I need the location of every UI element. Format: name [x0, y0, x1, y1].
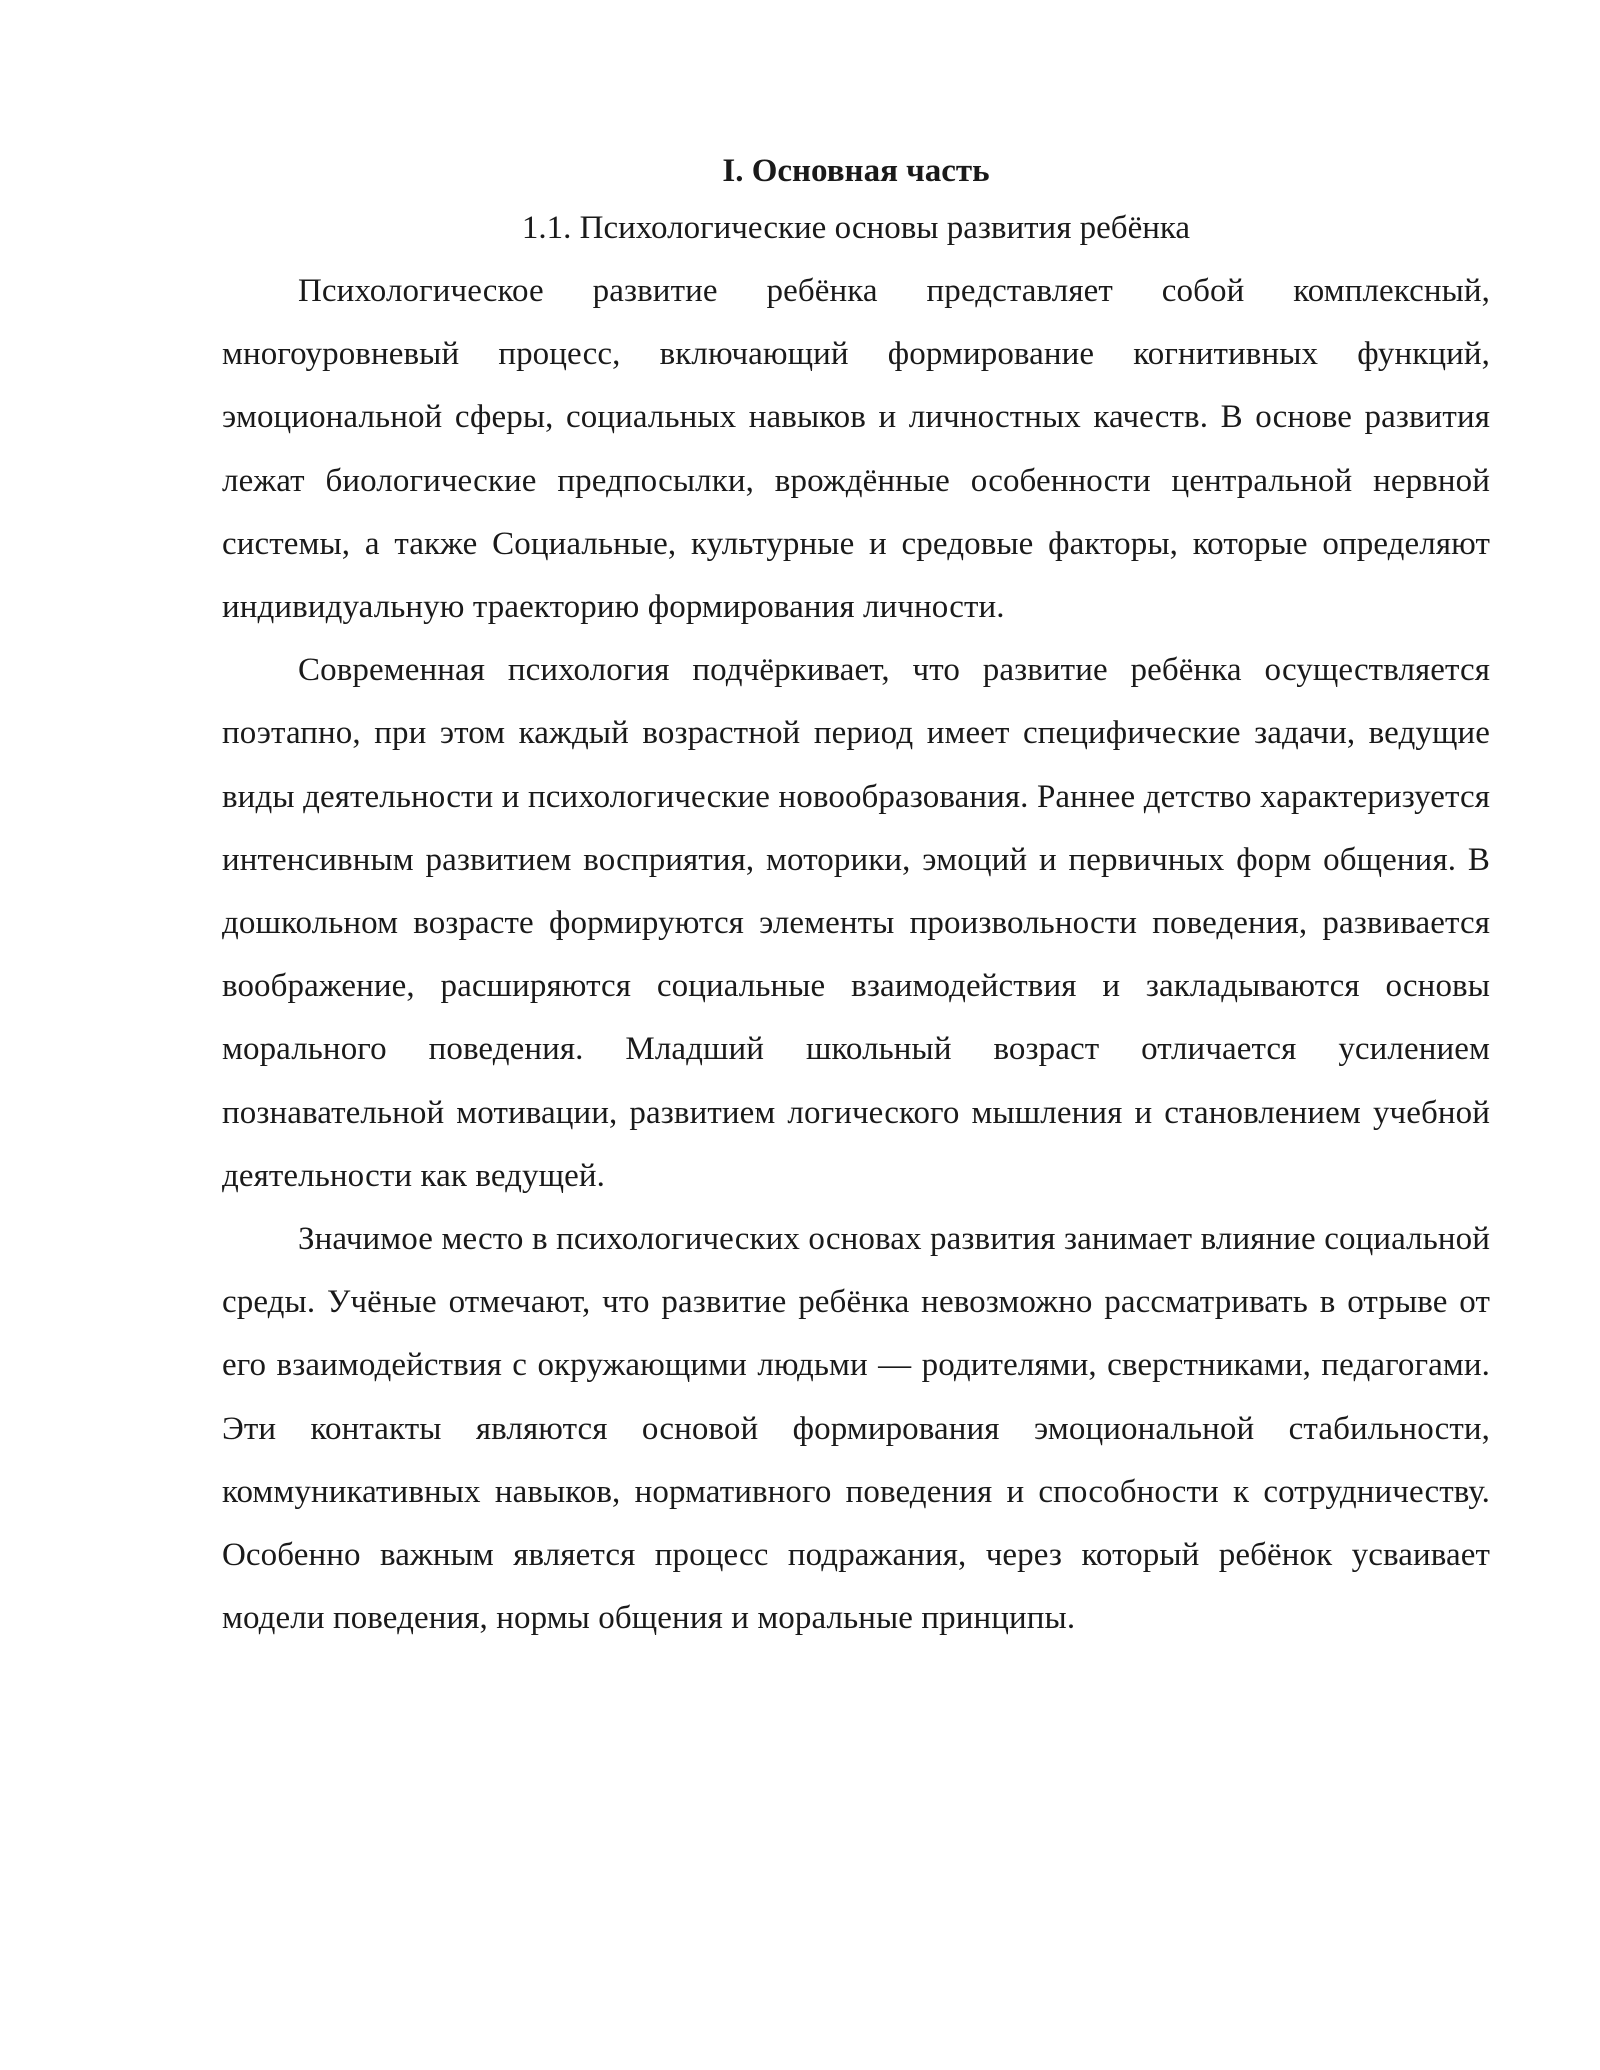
- paragraph-3: Значимое место в психологических основах развития занимает влияние социальной среды. Учёные отмечают, что развитие ребёнка невозможно рассматривать в отрыве от его взаимодействия с окружающими людьми — родителями, сверстниками, педагогами. Эти контакты являются основой формирования эмоциональной стабильности, коммуникативных навыков, нормативного поведения и способности к сотрудничеству. Особенно важным является процесс подражания, через который ребёнок усваивает модели поведения, нормы общения и моральные принципы.: [222, 1221, 1490, 1637]
- section-title: 1.1. Психологические основы развития ребёнка: [521, 210, 1191, 246]
- page-content: [222, 145, 1490, 1650]
- paragraph-1: Психологическое развитие ребёнка представляет собой комплексный, многоуровневый процесс, включающий формирование когнитивных функций, эмоциональной сферы, социальных навыков и личностных качеств. В основе развития лежат биологические предпосылки, врождённые особенности центральной нервной системы, а также Социальные, культурные и средовые факторы, которые определяют индивидуальную траекторию формирования личности.: [222, 273, 1490, 626]
- chapter-title: I. Основная часть: [722, 153, 990, 189]
- paragraph-2: Современная психология подчёркивает, что развитие ребёнка осуществляется поэтапно, при этом каждый возрастной период имеет специфические задачи, ведущие виды деятельности и психологические новообразования. Раннее детство характеризуется интенсивным развитием восприятия, моторики, эмоций и первичных форм общения. В дошкольном возрасте формируются элементы произвольности поведения, развивается воображение, расширяются социальные взаимодействия и закладываются основы морального поведения. Младший школьный возраст отличается усилением познавательной мотивации, развитием логического мышления и становлением учебной деятельности как ведущей.: [222, 652, 1490, 1194]
